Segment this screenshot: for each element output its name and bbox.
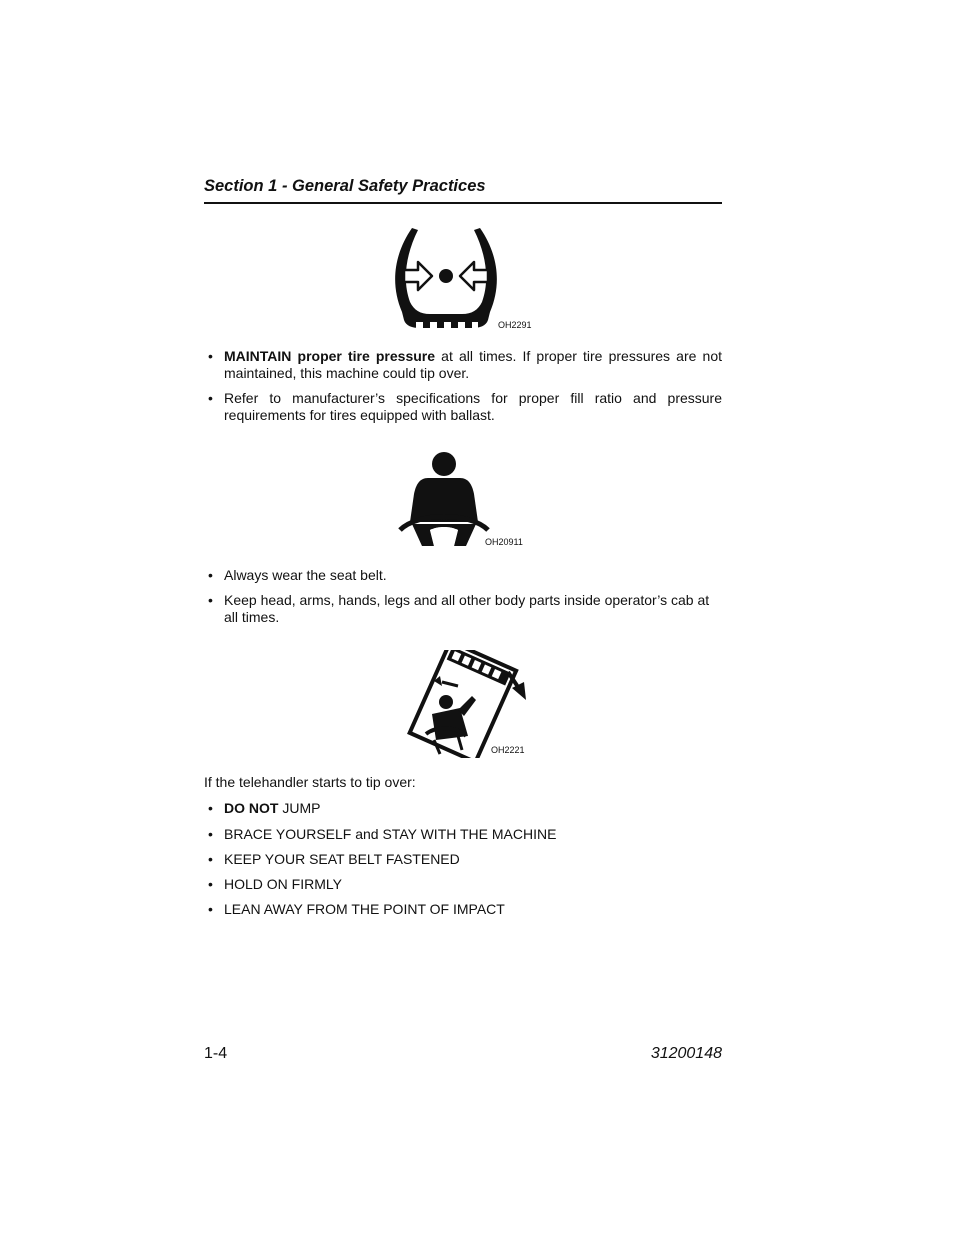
bullet-text: at all times. If proper tire pressures are not maintained, this machine could tip over. (224, 348, 722, 381)
bullet-text: Always wear the seat belt. (224, 567, 387, 583)
list-item (204, 567, 722, 584)
tipover-bullet-list (204, 800, 722, 918)
document-number: 31200148 (650, 1045, 722, 1062)
list-item (204, 851, 722, 868)
bullet-text: Refer to manufacturer’s specifications for proper fill ratio and pressure requirements for tires equipped with ballast. (224, 390, 722, 423)
list-item (204, 826, 722, 843)
bold-lead: MAINTAIN proper tire pressure (224, 348, 436, 364)
list-item (204, 901, 722, 918)
list-item (204, 800, 722, 817)
tipover-cab-icon (396, 650, 530, 758)
tire-pressure-icon (390, 224, 502, 332)
section-header (204, 176, 722, 204)
bullet-text: LEAN AWAY FROM THE POINT OF IMPACT (224, 901, 505, 917)
figure-code: OH20911 (485, 537, 523, 547)
bullet-text: KEEP YOUR SEAT BELT FASTENED (224, 851, 460, 867)
page-number: 1-4 (204, 1045, 228, 1062)
figure-code: OH2221 (491, 745, 525, 755)
bullet-text: Keep head, arms, hands, legs and all other body parts inside operator’s cab at all times. (224, 592, 710, 625)
bullet-text: JUMP (278, 800, 321, 816)
section-title: Section 1 - General Safety Practices (204, 177, 486, 195)
list-item (204, 390, 722, 424)
list-item (204, 592, 722, 626)
list-item (204, 348, 722, 382)
bold-lead: DO NOT (224, 800, 279, 816)
bullet-text: HOLD ON FIRMLY (224, 876, 342, 892)
list-item (204, 876, 722, 893)
tire-bullet-list (204, 348, 722, 424)
figure-code: OH2291 (498, 320, 532, 330)
seatbelt-bullet-list (204, 567, 722, 626)
bullet-text: BRACE YOURSELF and STAY WITH THE MACHINE (224, 826, 557, 842)
seatbelt-operator-icon (398, 450, 490, 546)
tipover-intro: If the telehandler starts to tip over: (204, 774, 416, 790)
